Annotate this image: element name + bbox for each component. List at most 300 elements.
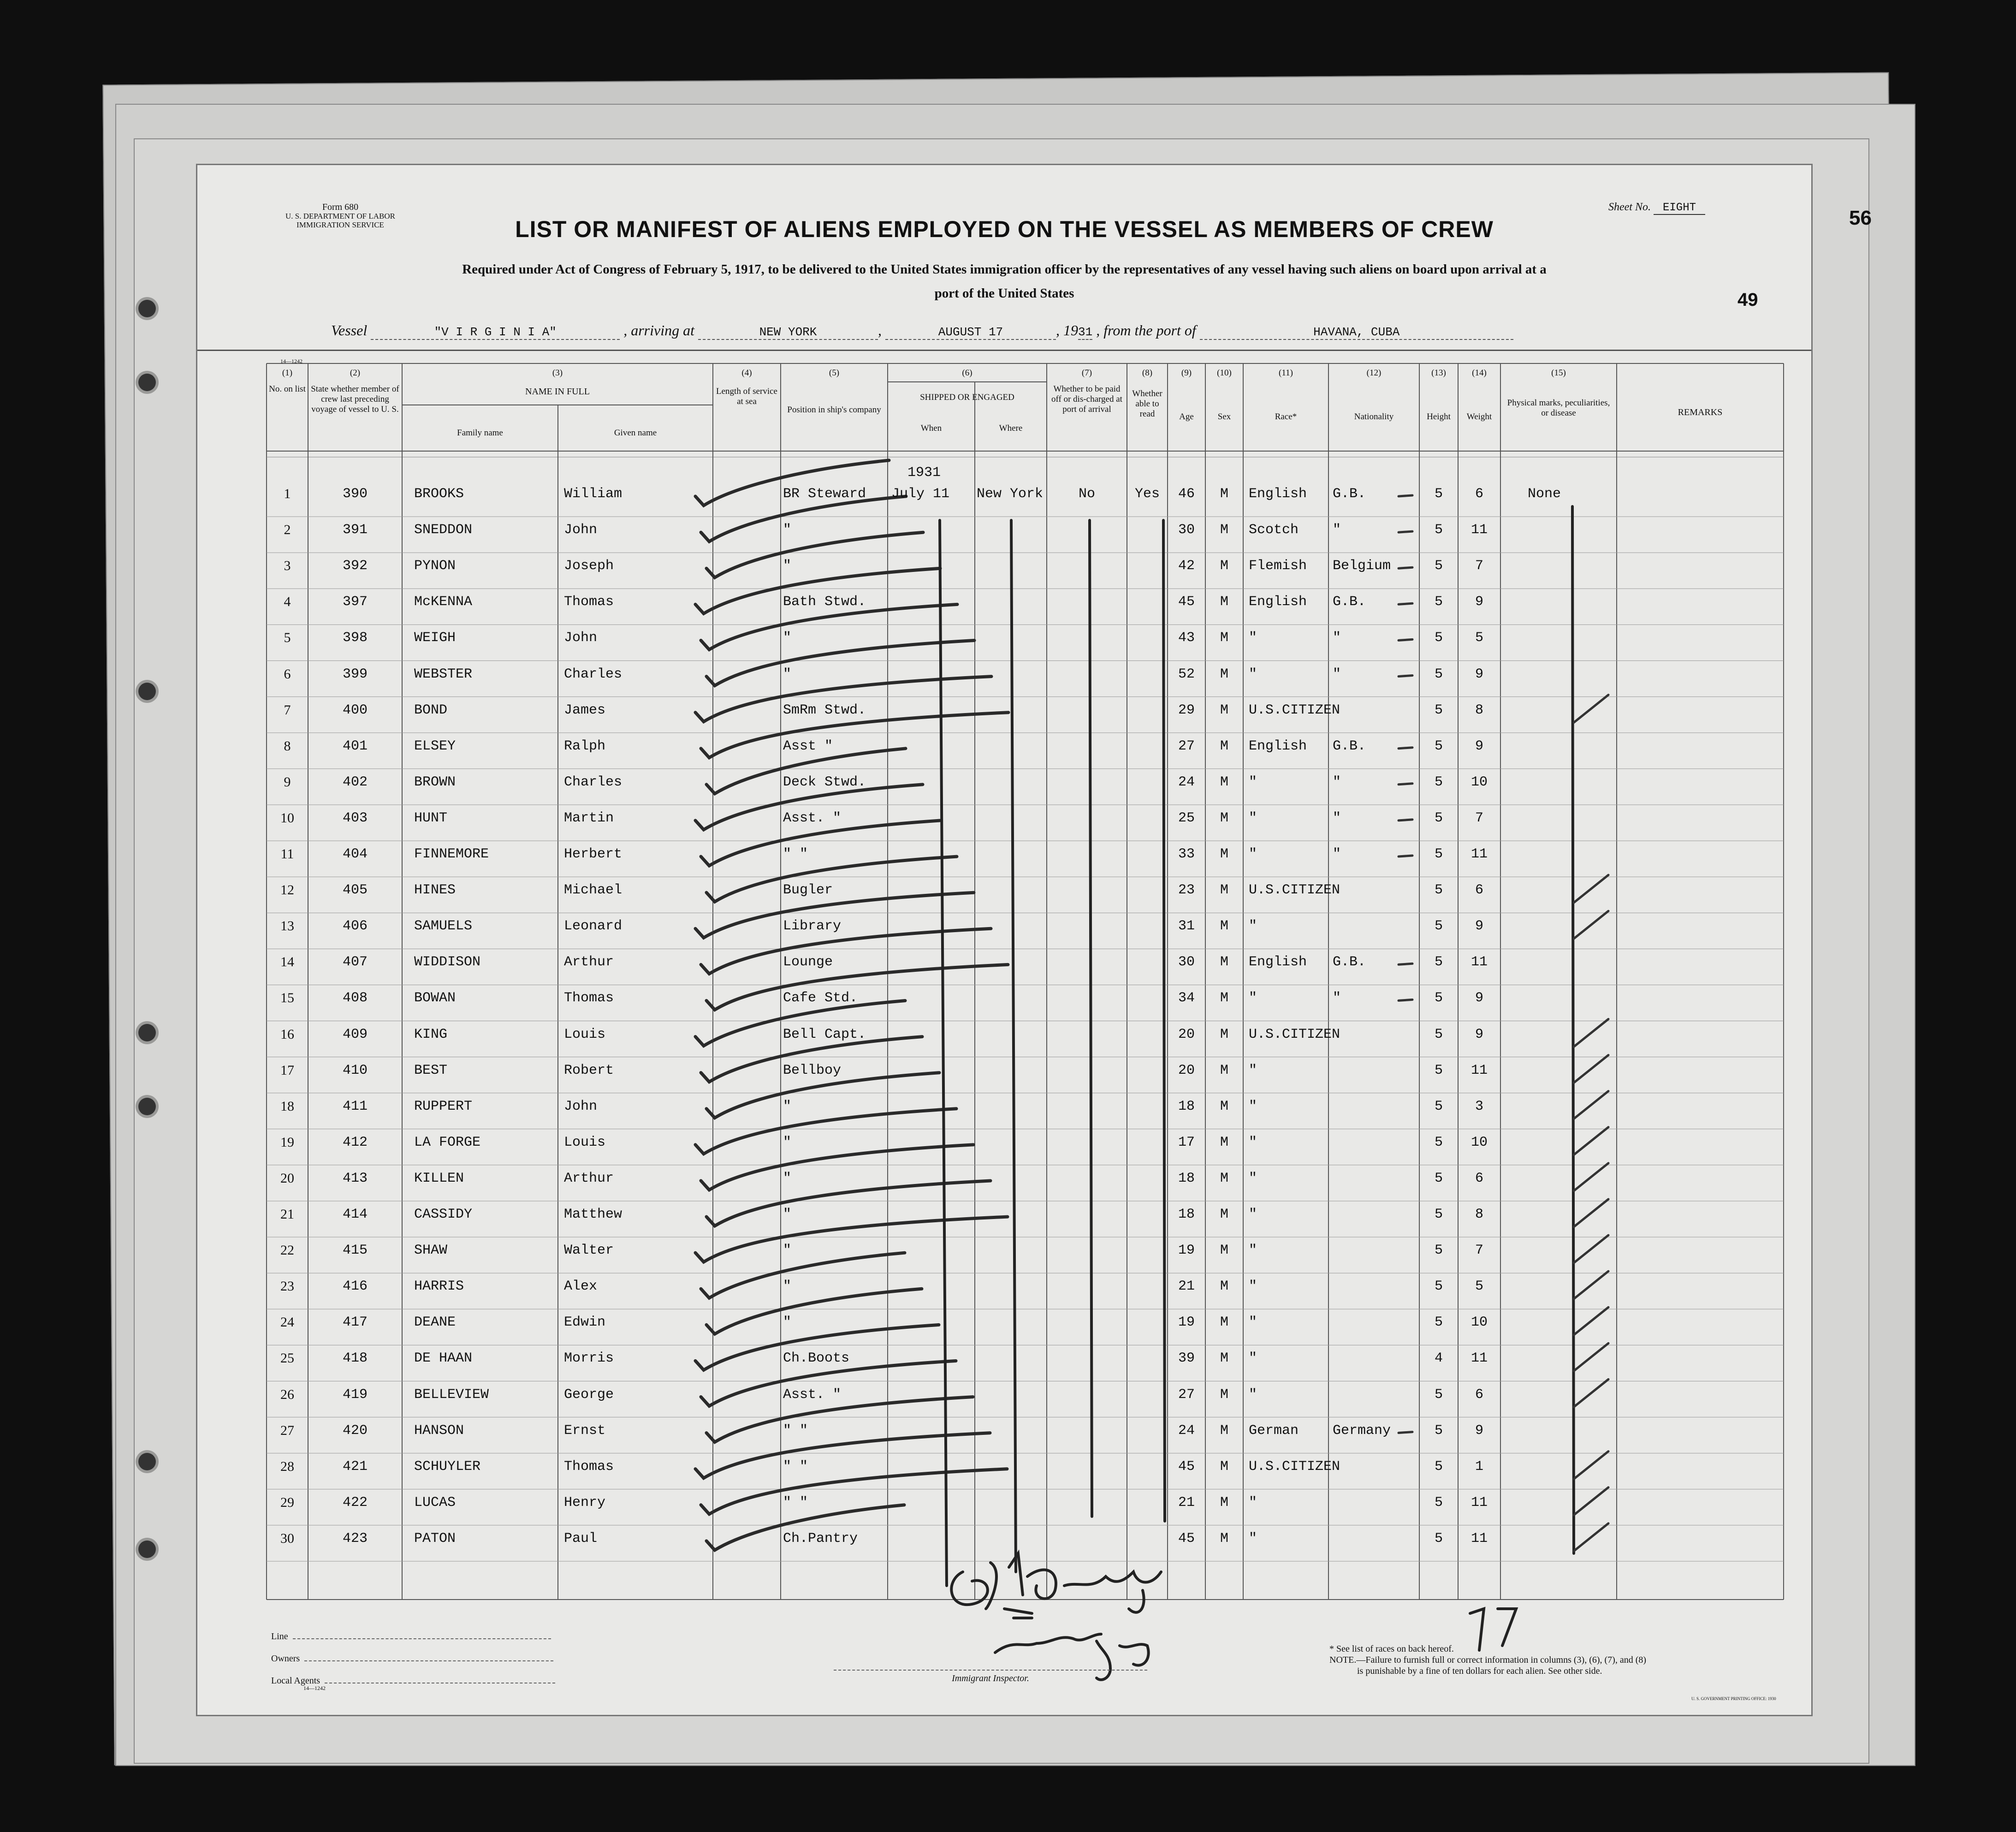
cell-race: German [1249, 1422, 1299, 1439]
cell-nationality: " [1333, 810, 1341, 826]
cell-given: Thomas [564, 594, 614, 610]
col-header-remarks: REMARKS [1678, 407, 1723, 417]
cell-height: 5 [1434, 1098, 1443, 1114]
cell-sex: M [1220, 1458, 1228, 1475]
cell-race: " [1249, 1350, 1257, 1367]
cell-weight: 9 [1475, 1026, 1483, 1042]
cell-height: 5 [1434, 1315, 1443, 1331]
cell-position: " [783, 1279, 792, 1295]
table-row [197, 1381, 1811, 1417]
sheet-number-value: EIGHT [1654, 202, 1705, 215]
cell-state: 407 [342, 954, 368, 970]
cell-no: 15 [280, 990, 294, 1006]
cell-height: 5 [1434, 1207, 1443, 1222]
cell-family: BEST [414, 1062, 448, 1078]
cell-given: Henry [564, 1494, 606, 1511]
col-header-shipped: SHIPPED OR ENGAGED [920, 393, 1014, 402]
cell-weight: 9 [1475, 666, 1483, 682]
cell-age: 42 [1178, 558, 1195, 574]
cell-position: " [783, 522, 792, 538]
cell-sex: M [1220, 1134, 1228, 1150]
col-header-race: Race* [1275, 412, 1297, 422]
table-row [197, 733, 1811, 769]
cell-nationality: G.B. [1333, 954, 1366, 970]
manifest-subtitle-line1: Required under Act of Congress of February 5, 1917, to be delivered to the United States immigration officer by the representatives of any vessel having such aliens on board upon arrival at a [462, 262, 1547, 277]
cell-given: Walter [564, 1243, 614, 1259]
cell-state: 408 [342, 990, 368, 1006]
cell-nationality: " [1333, 990, 1341, 1006]
col-num-13: (13) [1431, 368, 1446, 378]
cell-family: HUNT [414, 810, 448, 826]
departure-port: HAVANA, CUBA [1200, 325, 1513, 340]
cell-family: SCHUYLER [414, 1458, 481, 1475]
cell-weight: 9 [1475, 1422, 1483, 1439]
col-num-10: (10) [1217, 368, 1232, 378]
table-row [197, 1489, 1811, 1525]
table-row [197, 1237, 1811, 1273]
cell-family: LA FORGE [414, 1134, 481, 1150]
cell-state: 400 [342, 702, 368, 718]
cell-given: Louis [564, 1026, 606, 1042]
cell-given: John [564, 630, 598, 646]
cell-state: 391 [342, 522, 368, 538]
cell-given: Martin [564, 810, 614, 826]
col-num-14: (14) [1472, 368, 1487, 378]
owners-label: Owners [271, 1654, 300, 1664]
cell-position: Asst " [783, 738, 833, 754]
cell-height: 5 [1434, 990, 1443, 1006]
cell-height: 5 [1434, 522, 1443, 538]
form-code-top: 14—1242 [280, 358, 302, 364]
year-suffix: 31 [1078, 325, 1093, 339]
cell-nationality: " [1333, 846, 1341, 862]
col-header-length-service: Length of service at sea [716, 387, 777, 406]
cell-nationality: G.B. [1333, 738, 1366, 754]
cell-given: Matthew [564, 1207, 623, 1222]
cell-height: 5 [1434, 558, 1443, 574]
cell-race: " [1249, 774, 1257, 790]
cell-sex: M [1220, 1170, 1228, 1186]
cell-given: Charles [564, 666, 623, 682]
cell-race: " [1249, 990, 1257, 1006]
cell-read: Yes [1134, 486, 1160, 502]
cell-given: Herbert [564, 846, 623, 862]
col-num-11: (11) [1279, 368, 1293, 378]
cell-position: " " [783, 1422, 808, 1439]
cell-position: Ch.Boots [783, 1350, 850, 1367]
table-row [197, 697, 1811, 733]
cell-given: Robert [564, 1062, 614, 1078]
cell-no: 18 [280, 1098, 294, 1114]
arrival-port: NEW YORK [698, 325, 878, 340]
cell-position: Bellboy [783, 1062, 842, 1078]
cell-family: FINNEMORE [414, 846, 489, 862]
cell-given: Ralph [564, 738, 606, 754]
cell-weight: 9 [1475, 594, 1483, 610]
cell-position: Deck Stwd. [783, 774, 866, 790]
cell-nationality: " [1333, 630, 1341, 646]
cell-weight: 11 [1470, 522, 1488, 538]
cell-family: RUPPERT [414, 1098, 473, 1114]
cell-family: KING [414, 1026, 448, 1042]
cell-sex: M [1220, 486, 1228, 502]
table-row [197, 1345, 1811, 1381]
cell-state: 415 [342, 1243, 368, 1259]
cell-weight: 8 [1475, 702, 1483, 718]
table-row [197, 1201, 1811, 1237]
cell-sex: M [1220, 810, 1228, 826]
cell-weight: 9 [1475, 990, 1483, 1006]
table-row [197, 1021, 1811, 1057]
agents-code: 14—1242 [303, 1685, 326, 1691]
cell-family: DE HAAN [414, 1350, 473, 1367]
cell-position: Asst. " [783, 810, 842, 826]
cell-no: 19 [280, 1134, 294, 1150]
vessel-line: Vessel "V I R G I N I A" , arriving at NEW YORK , AUGUST 17 , 1931 , from the port of HAVANA, CUBA [331, 322, 1513, 340]
cell-position: " [783, 1170, 792, 1186]
cell-race: " [1249, 630, 1257, 646]
arriving-label: , arriving at [623, 322, 694, 339]
cell-family: DEANE [414, 1315, 456, 1331]
cell-sex: M [1220, 1530, 1228, 1546]
cell-sex: M [1220, 1243, 1228, 1259]
cell-no: 23 [280, 1279, 294, 1294]
cell-family: KILLEN [414, 1170, 464, 1186]
col-num-2: (2) [350, 368, 361, 378]
cell-sex: M [1220, 738, 1228, 754]
cell-weight: 10 [1470, 1134, 1488, 1150]
shipped-year: 1931 [907, 465, 941, 481]
cell-no: 30 [280, 1530, 294, 1546]
footnote-penalty-2: is punishable by a fine of ten dollars for each alien. See other side. [1357, 1666, 1602, 1676]
col-header-age: Age [1179, 412, 1194, 422]
cell-age: 45 [1178, 1530, 1195, 1546]
cell-family: WIDDISON [414, 954, 481, 970]
cell-race: " [1249, 1315, 1257, 1331]
cell-sex: M [1220, 882, 1228, 898]
cell-state: 409 [342, 1026, 368, 1042]
cell-age: 31 [1178, 918, 1195, 934]
cell-family: PATON [414, 1530, 456, 1546]
table-row [197, 949, 1811, 985]
cell-weight: 9 [1475, 738, 1483, 754]
cell-given: John [564, 522, 598, 538]
cell-given: Paul [564, 1530, 598, 1546]
agents-label: Local Agents [271, 1676, 320, 1686]
cell-age: 27 [1178, 738, 1195, 754]
cell-sex: M [1220, 1386, 1228, 1403]
cell-position: " [783, 1315, 792, 1331]
col-num-8: (8) [1142, 368, 1153, 378]
binding-hole [138, 1453, 156, 1470]
cell-state: 390 [342, 486, 368, 502]
cell-height: 5 [1434, 882, 1443, 898]
cell-weight: 7 [1475, 1243, 1483, 1259]
cell-no: 6 [284, 666, 291, 682]
cell-family: HARRIS [414, 1279, 464, 1295]
cell-position: BR Steward [783, 486, 866, 502]
cell-height: 5 [1434, 1243, 1443, 1259]
cell-weight: 11 [1470, 1530, 1488, 1546]
cell-race: " [1249, 1279, 1257, 1295]
table-row [197, 1309, 1811, 1345]
cell-age: 43 [1178, 630, 1195, 646]
table-row [197, 913, 1811, 949]
cell-nationality: Belgium [1333, 558, 1391, 574]
cell-race: " [1249, 1134, 1257, 1150]
cell-family: SAMUELS [414, 918, 473, 934]
printer-line: U. S. GOVERNMENT PRINTING OFFICE: 1930 [1691, 1696, 1776, 1701]
cell-state: 420 [342, 1422, 368, 1439]
cell-position: " " [783, 1458, 808, 1475]
cell-height: 5 [1434, 1458, 1443, 1475]
table-row [197, 625, 1811, 660]
cell-position: Cafe Std. [783, 990, 858, 1006]
cell-given: Arthur [564, 1170, 614, 1186]
col-header-sex: Sex [1217, 412, 1231, 422]
cell-weight: 8 [1475, 1207, 1483, 1222]
cell-no: 5 [284, 630, 291, 646]
cell-race: " [1249, 666, 1257, 682]
table-row [197, 1273, 1811, 1309]
col-header-weight: Weight [1466, 412, 1492, 422]
cell-no: 17 [280, 1062, 294, 1078]
col-header-able-read: Whether able to read [1132, 389, 1162, 419]
binding-hole [138, 1098, 156, 1115]
cell-state: 410 [342, 1062, 368, 1078]
cell-age: 33 [1178, 846, 1195, 862]
table-row [197, 877, 1811, 913]
cell-position: Library [783, 918, 842, 934]
table-row [197, 1057, 1811, 1093]
cell-age: 29 [1178, 702, 1195, 718]
cell-age: 20 [1178, 1026, 1195, 1042]
cell-no: 7 [284, 702, 291, 718]
cell-position: Ch.Pantry [783, 1530, 858, 1546]
col-num-6: (6) [962, 368, 972, 378]
cell-age: 45 [1178, 594, 1195, 610]
cell-weight: 6 [1475, 882, 1483, 898]
cell-height: 5 [1434, 774, 1443, 790]
cell-no: 27 [280, 1422, 294, 1438]
table-row [197, 517, 1811, 553]
cell-position: " [783, 1098, 792, 1114]
cell-no: 9 [284, 774, 291, 790]
cell-age: 30 [1178, 954, 1195, 970]
cell-nationality: Germany [1333, 1422, 1391, 1439]
cell-no: 29 [280, 1494, 294, 1510]
cell-weight: 3 [1475, 1098, 1483, 1114]
cell-sex: M [1220, 1315, 1228, 1331]
cell-weight: 11 [1470, 954, 1488, 970]
footer-labels [271, 1632, 555, 1691]
cell-state: 411 [342, 1098, 368, 1114]
cell-no: 2 [284, 522, 291, 538]
cell-given: George [564, 1386, 614, 1403]
cell-state: 414 [342, 1207, 368, 1222]
cell-position: " [783, 1134, 792, 1150]
margin-page-number: 56 [1849, 207, 1872, 229]
cell-age: 23 [1178, 882, 1195, 898]
cell-age: 45 [1178, 1458, 1195, 1475]
cell-height: 5 [1434, 702, 1443, 718]
vessel-name: "V I R G I N I A" [371, 325, 620, 340]
cell-weight: 9 [1475, 918, 1483, 934]
cell-height: 5 [1434, 630, 1443, 646]
cell-position: " " [783, 1494, 808, 1511]
cell-height: 5 [1434, 1170, 1443, 1186]
cell-age: 18 [1178, 1207, 1195, 1222]
cell-position: Bath Stwd. [783, 594, 866, 610]
cell-age: 19 [1178, 1315, 1195, 1331]
col-num-12: (12) [1366, 368, 1382, 378]
cell-height: 5 [1434, 738, 1443, 754]
col-num-5: (5) [829, 368, 840, 378]
cell-race: U.S.CITIZEN [1249, 702, 1340, 718]
sheet-number-label: Sheet No. [1608, 201, 1651, 213]
cell-weight: 1 [1475, 1458, 1483, 1475]
cell-height: 4 [1434, 1350, 1443, 1367]
cell-family: ELSEY [414, 738, 456, 754]
cell-weight: 6 [1475, 1386, 1483, 1403]
col-num-9: (9) [1181, 368, 1192, 378]
cell-state: 417 [342, 1315, 368, 1331]
cell-race: " [1249, 1170, 1257, 1186]
cell-given: James [564, 702, 606, 718]
cell-family: LUCAS [414, 1494, 456, 1511]
cell-state: 412 [342, 1134, 368, 1150]
form-department: U. S. DEPARTMENT OF LABOR [285, 212, 395, 220]
cell-nationality: " [1333, 666, 1341, 682]
cell-sex: M [1220, 1207, 1228, 1222]
col-header-when: When [920, 423, 942, 433]
cell-given: Thomas [564, 990, 614, 1006]
cell-weight: 7 [1475, 558, 1483, 574]
cell-height: 5 [1434, 954, 1443, 970]
cell-sex: M [1220, 666, 1228, 682]
cell-family: SHAW [414, 1243, 448, 1259]
cell-given: Joseph [564, 558, 614, 574]
cell-race: English [1249, 954, 1307, 970]
col-header-position: Position in ship's company [787, 405, 881, 415]
cell-state: 416 [342, 1279, 368, 1295]
binding-hole [138, 300, 156, 317]
cell-where: New York [977, 486, 1044, 502]
col-header-height: Height [1427, 412, 1451, 422]
cell-nationality: " [1333, 522, 1341, 538]
cell-height: 5 [1434, 1062, 1443, 1078]
cell-race: " [1249, 810, 1257, 826]
cell-family: BOND [414, 702, 448, 718]
cell-age: 30 [1178, 522, 1195, 538]
cell-race: English [1249, 486, 1307, 502]
cell-sex: M [1220, 954, 1228, 970]
cell-race: " [1249, 1243, 1257, 1259]
cell-state: 423 [342, 1530, 368, 1546]
binding-hole [138, 374, 156, 391]
cell-position: " " [783, 846, 808, 862]
cell-age: 21 [1178, 1494, 1195, 1511]
col-header-family-name: Family name [457, 428, 503, 438]
cell-weight: 5 [1475, 1279, 1483, 1295]
cell-height: 5 [1434, 1386, 1443, 1403]
cell-height: 5 [1434, 1026, 1443, 1042]
cell-race: U.S.CITIZEN [1249, 1458, 1340, 1475]
cell-weight: 6 [1475, 1170, 1483, 1186]
cell-weight: 11 [1470, 1494, 1488, 1511]
cell-weight: 11 [1470, 1350, 1488, 1367]
cell-no: 25 [280, 1350, 294, 1366]
col-header-name-full: NAME IN FULL [525, 387, 590, 397]
cell-race: " [1249, 1530, 1257, 1546]
cell-sex: M [1220, 1026, 1228, 1042]
table-row [197, 1165, 1811, 1201]
table-row [197, 1093, 1811, 1129]
manifest-sheet [196, 164, 1813, 1716]
cell-family: BELLEVIEW [414, 1386, 489, 1403]
cell-no: 28 [280, 1458, 294, 1474]
col-header-nationality: Nationality [1354, 412, 1394, 422]
cell-age: 39 [1178, 1350, 1195, 1367]
cell-race: " [1249, 1207, 1257, 1222]
cell-weight: 11 [1470, 1062, 1488, 1078]
table-row [197, 661, 1811, 697]
cell-nationality: G.B. [1333, 486, 1366, 502]
cell-race: English [1249, 594, 1307, 610]
cell-state: 402 [342, 774, 368, 790]
cell-state: 421 [342, 1458, 368, 1475]
cell-family: WEIGH [414, 630, 456, 646]
cell-weight: 5 [1475, 630, 1483, 646]
cell-paid: No [1078, 486, 1095, 502]
cell-no: 1 [284, 486, 291, 501]
cell-height: 5 [1434, 1134, 1443, 1150]
table-row [197, 481, 1811, 517]
col-header-paid-off: Whether to be paid off or dis-charged at port of arrival [1051, 384, 1122, 414]
table-row [197, 841, 1811, 877]
cell-age: 17 [1178, 1134, 1195, 1150]
table-row [197, 1129, 1811, 1165]
cell-family: BROOKS [414, 486, 464, 502]
cell-position: " [783, 1207, 792, 1222]
table-row [197, 1417, 1811, 1453]
inspector-line [834, 1670, 1147, 1671]
table-row [197, 769, 1811, 805]
cell-family: HANSON [414, 1422, 464, 1439]
cell-given: Thomas [564, 1458, 614, 1475]
col-header-no-on-list: No. on list [269, 384, 306, 394]
cell-given: Edwin [564, 1315, 606, 1331]
cell-weight: 6 [1475, 486, 1483, 502]
cell-race: U.S.CITIZEN [1249, 1026, 1340, 1042]
cell-sex: M [1220, 1279, 1228, 1295]
cell-age: 46 [1178, 486, 1195, 502]
cell-position: Asst. " [783, 1386, 842, 1403]
arrival-date: AUGUST 17 [885, 325, 1056, 340]
manifest-title: LIST OR MANIFEST OF ALIENS EMPLOYED ON THE VESSEL AS MEMBERS OF CREW [515, 216, 1494, 242]
cell-sex: M [1220, 1350, 1228, 1367]
cell-state: 419 [342, 1386, 368, 1403]
binding-hole [138, 683, 156, 700]
cell-age: 20 [1178, 1062, 1195, 1078]
cell-sex: M [1220, 990, 1228, 1006]
cell-height: 5 [1434, 666, 1443, 682]
cell-family: PYNON [414, 558, 456, 574]
cell-nationality: G.B. [1333, 594, 1366, 610]
cell-sex: M [1220, 918, 1228, 934]
cell-state: 413 [342, 1170, 368, 1186]
col-num-4: (4) [741, 368, 752, 378]
